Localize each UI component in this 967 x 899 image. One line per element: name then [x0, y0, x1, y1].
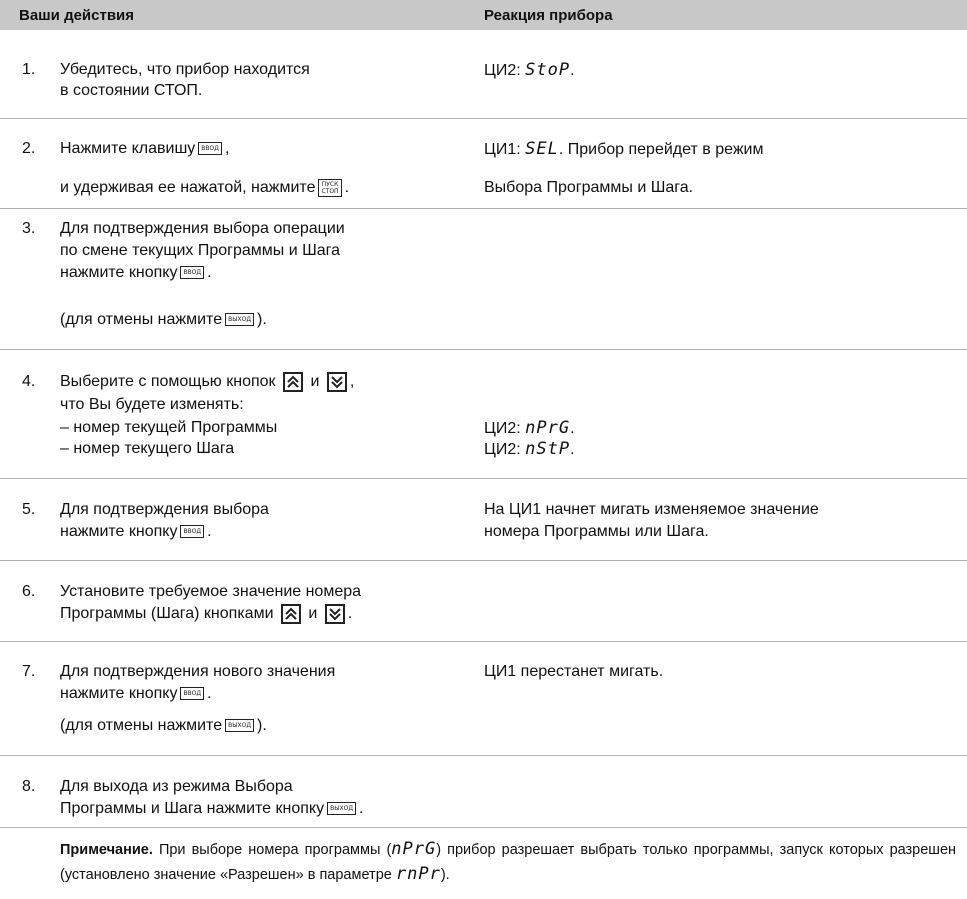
divider	[0, 560, 967, 561]
step-1-line-1: Убедитесь, что прибор находится	[60, 61, 310, 78]
double-chevron-up-icon	[281, 604, 301, 624]
step-7-reaction: ЦИ1 перестанет мигать.	[484, 663, 664, 680]
display-code: rnPr	[395, 864, 441, 884]
double-chevron-down-icon	[325, 604, 345, 624]
step-6-number: 6.	[22, 583, 36, 600]
step-2-number: 2.	[22, 140, 36, 157]
step-2-line-2: и удерживая ее нажатой, нажмите ПУСК СТОП .	[60, 179, 350, 196]
step-6-line-1: Установите требуемое значение номера	[60, 583, 362, 600]
step-2-reaction-line-2: Выбора Программы и Шага.	[484, 179, 694, 196]
pusk-stop-key-icon: ПУСК СТОП	[318, 179, 341, 197]
divider	[0, 208, 967, 209]
step-7-line-2: нажмите кнопку ВВОД .	[60, 685, 212, 702]
note-label: Примечание.	[60, 842, 153, 858]
step-7-line-3: (для отмены нажмите ВЫХОД ).	[60, 717, 267, 734]
step-3-line-4: (для отмены нажмите ВЫХОД ).	[60, 311, 267, 328]
divider	[0, 827, 967, 828]
step-4-line-2: что Вы будете изменять:	[60, 396, 244, 413]
vvod-key-icon: ВВОД	[180, 525, 204, 538]
double-chevron-up-icon	[283, 372, 303, 392]
step-4-reaction-line-2: ЦИ2: nStP.	[484, 439, 575, 459]
step-4-line-4: – номер текущего Шага	[60, 440, 235, 457]
step-8-line-2: Программы и Шага нажмите кнопку ВЫХОД .	[60, 800, 364, 817]
step-3-number: 3.	[22, 220, 36, 237]
divider	[0, 118, 967, 119]
step-5-number: 5.	[22, 501, 36, 518]
step-7-number: 7.	[22, 663, 36, 680]
step-2-line-1: Нажмите клавишу ВВОД ,	[60, 140, 230, 157]
vyhod-key-icon: ВЫХОД	[327, 802, 356, 815]
display-code: StoP	[525, 60, 571, 80]
divider	[0, 478, 967, 479]
step-8-line-1: Для выхода из режима Выбора	[60, 778, 293, 795]
vvod-key-icon: ВВОД	[180, 266, 204, 279]
step-8-number: 8.	[22, 778, 36, 795]
vyhod-key-icon: ВЫХОД	[225, 313, 254, 326]
vvod-key-icon: ВВОД	[180, 687, 204, 700]
step-6-line-2: Программы (Шага) кнопками и .	[60, 605, 353, 623]
step-5-line-2: нажмите кнопку ВВОД .	[60, 523, 212, 540]
step-3-line-1: Для подтверждения выбора операции	[60, 220, 345, 237]
step-1-line-2: в состоянии СТОП.	[60, 82, 203, 99]
step-3-line-3: нажмите кнопку ВВОД .	[60, 264, 212, 281]
step-2-reaction-line-1: ЦИ1: SEL. Прибор перейдет в режим	[484, 139, 764, 159]
display-code: nStP	[525, 439, 571, 459]
divider	[0, 641, 967, 642]
header-actions: Ваши действия	[19, 7, 135, 24]
table-header	[0, 0, 967, 30]
vvod-key-icon: ВВОД	[198, 142, 222, 155]
vyhod-key-icon: ВЫХОД	[225, 719, 254, 732]
step-4-line-1: Выберите с помощью кнопок и ,	[60, 373, 355, 391]
step-5-reaction-line-2: номера Программы или Шага.	[484, 523, 709, 540]
step-3-line-2: по смене текущих Программы и Шага	[60, 242, 341, 259]
display-code: nPrG	[525, 418, 571, 438]
note: Примечание. При выборе номера программы (nPrG) прибор разрешает выбрать только программы, запуск которых разрешен (установлено значение «Разрешен» в параметре rnPr).	[60, 839, 957, 884]
step-5-reaction-line-1: На ЦИ1 начнет мигать изменяемое значение	[484, 501, 819, 518]
step-5-line-1: Для подтверждения выбора	[60, 501, 269, 518]
step-1-number: 1.	[22, 61, 36, 78]
divider	[0, 349, 967, 350]
double-chevron-down-icon	[327, 372, 347, 392]
step-1-reaction: ЦИ2: StoP.	[484, 60, 575, 80]
header-reaction: Реакция прибора	[484, 7, 613, 24]
display-code: nPrG	[391, 839, 437, 859]
display-code: SEL	[525, 139, 559, 159]
step-4-reaction-line-1: ЦИ2: nPrG.	[484, 418, 575, 438]
step-4-number: 4.	[22, 373, 36, 390]
divider	[0, 755, 967, 756]
step-4-line-3: – номер текущей Программы	[60, 419, 278, 436]
step-7-line-1: Для подтверждения нового значения	[60, 663, 336, 680]
